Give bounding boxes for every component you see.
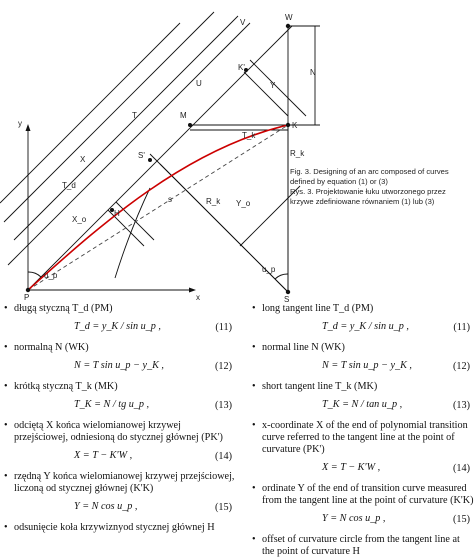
bullet-icon: • xyxy=(4,471,8,482)
caption-line-3: Rys. 3. Projektowanie łuku utworzonego przez xyxy=(290,187,446,196)
label-K: K xyxy=(292,121,298,130)
label-X: X xyxy=(80,155,86,164)
definition-item xyxy=(248,483,474,507)
equation-row xyxy=(0,356,236,378)
bullet-icon: • xyxy=(4,342,8,353)
equation: T_K = N / tan u_p , xyxy=(322,399,403,410)
label-P: P xyxy=(24,293,30,302)
definition-text: rzędną Y końca wielomianowej krzywej przejściowej, liczoną od stycznej głównej (K'K) xyxy=(14,471,235,494)
equation-row xyxy=(248,317,474,339)
label-S: S xyxy=(284,295,290,304)
definition-text: odsunięcie koła krzywiznyod stycznej głównej H xyxy=(14,522,215,533)
equation: Y = N cos u_p , xyxy=(74,501,138,512)
definition-text: offset of curvature circle from the tangent line at the point of curvature H xyxy=(262,534,460,557)
label-N: N xyxy=(310,68,316,77)
bullet-icon: • xyxy=(252,381,256,392)
label-V: V xyxy=(240,18,246,27)
equation-number: (11) xyxy=(453,322,470,333)
equation-number: (12) xyxy=(215,361,232,372)
bullet-icon: • xyxy=(252,420,256,431)
definition-text: x-coordinate X of the end of polynomial transition curve referred to the tangent line at the point of curvature (PK') xyxy=(262,420,468,455)
equation-row xyxy=(248,458,474,480)
equation: N = T sin u_p − y_K , xyxy=(322,360,412,371)
equation: X = T − K'W , xyxy=(322,462,381,473)
equation-number: (12) xyxy=(453,361,470,372)
definition-item xyxy=(248,303,474,315)
equation: T_d = y_K / sin u_p , xyxy=(322,321,409,332)
definition-text: ordinate Y of the end of transition curve measured from the tangent line at the point of curvature (K'K) xyxy=(262,483,474,506)
definition-item xyxy=(0,420,236,444)
label-y: y xyxy=(18,119,22,128)
label-S1: S' xyxy=(138,151,145,160)
bullet-icon: • xyxy=(252,342,256,353)
equation-row xyxy=(248,395,474,417)
label-Tk: T_k xyxy=(242,131,256,140)
caption-line-4: krzywe zdefiniowane równaniem (1) lub (3) xyxy=(290,197,435,206)
bullet-icon: • xyxy=(4,522,8,533)
label-W: W xyxy=(285,13,293,22)
definition-text: krótką styczną T_k (MK) xyxy=(14,381,118,392)
definition-item xyxy=(248,381,474,393)
bullet-icon: • xyxy=(252,483,256,494)
definition-item xyxy=(0,522,236,534)
bullet-icon: • xyxy=(4,420,8,431)
definition-text: odciętą X końca wielomianowej krzywej przejściowej, odniesioną do stycznej głównej (PK') xyxy=(14,420,223,443)
bullet-icon: • xyxy=(252,534,256,545)
equation-number: (15) xyxy=(215,502,232,513)
equation: X = T − K'W , xyxy=(74,450,133,461)
definition-item xyxy=(0,303,236,315)
equation-number: (13) xyxy=(453,400,470,411)
equation-row xyxy=(0,317,236,339)
right-column-english xyxy=(248,303,474,560)
definition-text: normalną N (WK) xyxy=(14,342,89,353)
equation-number: (15) xyxy=(453,514,470,525)
definition-text: normal line N (WK) xyxy=(262,342,345,353)
equation: Y = N cos u_p , xyxy=(322,513,386,524)
equation-row xyxy=(0,395,236,417)
equation-number: (13) xyxy=(215,400,232,411)
equation: T_d = y_K / sin u_p , xyxy=(74,321,161,332)
label-Rk1: R_k xyxy=(290,149,305,158)
definition-item xyxy=(0,471,236,495)
label-s: s xyxy=(168,195,172,204)
figure-caption xyxy=(290,167,474,207)
caption-line-1: Fig. 3. Designing of an arc composed of curves xyxy=(290,167,449,176)
label-M: M xyxy=(180,111,187,120)
definition-item xyxy=(248,342,474,354)
label-Rk2: R_k xyxy=(206,197,221,206)
equation-row xyxy=(0,446,236,468)
bullet-icon: • xyxy=(4,381,8,392)
label-Td: T_d xyxy=(62,181,76,190)
label-Xo: X_o xyxy=(72,215,87,224)
equation-number: (14) xyxy=(453,463,470,474)
definition-text: short tangent line T_k (MK) xyxy=(262,381,378,392)
label-Yo: Y_o xyxy=(236,199,251,208)
equation-row xyxy=(248,356,474,378)
definition-item xyxy=(248,534,474,558)
label-T: T xyxy=(132,111,137,120)
definition-item xyxy=(0,342,236,354)
label-up1: u_p xyxy=(44,271,58,280)
label-U: U xyxy=(196,79,202,88)
equation-number: (14) xyxy=(215,451,232,462)
label-Y: Y xyxy=(270,81,276,90)
equation-number: (11) xyxy=(215,322,232,333)
bullet-icon: • xyxy=(4,303,8,314)
equation: T_K = N / tg u_p , xyxy=(74,399,150,410)
label-up2: u_p xyxy=(262,265,276,274)
definition-item xyxy=(248,420,474,456)
label-x: x xyxy=(196,293,200,302)
equation-row xyxy=(0,497,236,519)
caption-line-2: defined by equation (1) or (3) xyxy=(290,177,388,186)
left-column-polish xyxy=(0,303,236,536)
definition-text: long tangent line T_d (PM) xyxy=(262,303,374,314)
label-K1: K' xyxy=(238,63,245,72)
equation: N = T sin u_p − y_K , xyxy=(74,360,164,371)
definition-item xyxy=(0,381,236,393)
definition-text: długą styczną T_d (PM) xyxy=(14,303,113,314)
bullet-icon: • xyxy=(252,303,256,314)
equation-row xyxy=(248,509,474,531)
label-H: H xyxy=(114,209,120,218)
